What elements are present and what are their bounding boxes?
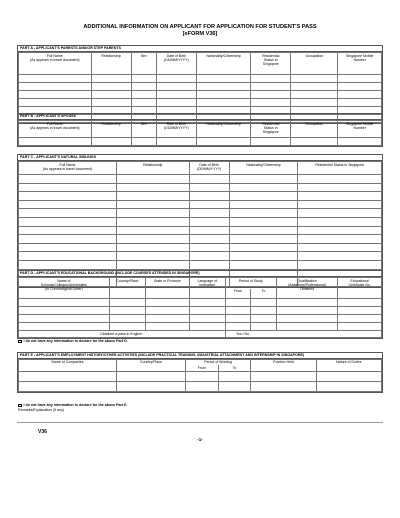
part-a-col-mobile: Singapore Mobile Number [338,53,382,75]
part-c-row[interactable] [19,226,382,235]
part-d-row[interactable] [19,299,382,307]
part-b-table [18,120,382,146]
part-b-col-name: Full Name (As appears in travel document) [19,121,92,138]
part-d-col-period-to: To [251,289,276,299]
part-b-heading: PART B - APPLICANT'S SPOUSE [18,114,382,120]
form-title-line2: [eFORM V36] [182,31,218,37]
part-c-col-relationship: Relationship [117,162,190,175]
part-c-section [17,154,383,288]
form-code: V36 [38,429,47,435]
part-b-col-mobile: Singapore Mobile Number [338,121,382,138]
part-a-row[interactable] [19,91,382,99]
part-a-col-residential: Residential Status in Singapore [251,53,291,75]
part-d-col-country: Country/Place [109,278,145,299]
part-e-col-company: Name of Companies [19,359,117,371]
part-e-col-country: Country/Place [117,359,186,371]
part-d-row[interactable] [19,315,382,323]
part-d-col-period: Period of Study [225,278,276,289]
part-a-col-name: Full Name (As appears in travel document) [19,53,92,75]
part-c-col-nationality: Nationality/Citizenship [229,162,298,175]
part-c-table [18,161,382,287]
part-e-col-duties: Nature of Duties [316,359,381,371]
part-d-col-qualification: Qualification (Academic/Professional) Obtained [276,278,338,299]
part-d-col-language: Language of Instruction [189,278,225,299]
part-c-col-dob: Date of Birth (DD/MM/YYYY) [189,162,229,175]
page-number: -1- [197,437,203,442]
remarks-label: Remarks/Explanation (if any) [18,408,65,412]
part-a-row[interactable] [19,99,382,107]
part-a-col-occupation: Occupation [291,53,338,75]
part-c-col-residential: Residential Status in Singapore [298,162,382,175]
part-d-checkbox-label: I do not have any information to declare for the above Part D. [23,339,128,343]
part-d-col-certificate: Educational Certificate No. [338,278,382,299]
part-c-row[interactable] [19,217,382,226]
part-b-col-occupation: Occupation [291,121,338,138]
part-e-col-position: Position Held [251,359,316,371]
part-d-col-period-from: From [225,289,250,299]
part-c-row[interactable] [19,200,382,209]
part-d-heading: PART D - APPLICANT'S EDUCATIONAL BACKGROUND (INCLUDE COURSES ATTENDED IN SINGAPORE) [18,271,382,277]
part-e-col-period: Period of Working [185,359,250,365]
part-c-row[interactable] [19,175,382,184]
part-c-row[interactable] [19,192,382,201]
part-a-row[interactable] [19,75,382,83]
part-d-col-school: Name of Schools/Colleges/Universities (In Chronological Order) [19,278,110,299]
part-a-heading: PART A - APPLICANT'S PARENTS AND/OR STEP PARENTS [18,46,382,52]
part-e-row[interactable] [19,381,382,391]
part-a-row[interactable] [19,83,382,91]
part-c-row[interactable] [19,183,382,192]
part-c-row[interactable] [19,209,382,218]
part-e-checkbox[interactable] [18,404,22,408]
part-d-checkbox-row[interactable] [18,339,128,344]
part-b-col-relationship: Relationship [91,121,131,138]
remarks-field[interactable] [17,414,383,423]
form-title-line1: ADDITIONAL INFORMATION ON APPLICANT FOR APPLICATION FOR STUDENT'S PASS [83,24,317,30]
part-d-col-state: State or Province [146,278,190,299]
part-a-col-dob: Date of Birth (DD/MM/YYYY) [156,53,196,75]
english-pass-label: Obtained a pass in English : [19,331,226,338]
part-b-col-nationality: Nationality/Citizenship [196,121,250,138]
part-c-row[interactable] [19,243,382,252]
part-e-section [17,352,383,393]
part-c-row[interactable] [19,260,382,269]
part-c-col-name: Full Name (As appears in travel document) [19,162,117,175]
part-c-row[interactable] [19,252,382,261]
part-e-col-period-to: To [218,365,251,371]
part-e-col-period-from: From [185,365,218,371]
part-d-checkbox[interactable] [18,340,22,344]
part-b-col-sex: Sex [131,121,156,138]
part-e-row[interactable] [19,371,382,381]
part-e-heading: PART E - APPLICANT'S EMPLOYMENT HISTORY/OTHER ACTIVITIES (INCLUDE PRACTICAL TRAINING, INDUSTRIAL ATTACHMENT AND INTERNSHIP IN SINGAPORE) [18,353,382,359]
part-e-checkbox-label: I do not have any information to declare for the above Part E. [23,403,128,407]
part-b-col-dob: Date of Birth (DD/MM/YYYY) [156,121,196,138]
part-d-row[interactable] [19,307,382,315]
part-d-row[interactable] [19,323,382,331]
part-b-row[interactable] [19,138,382,146]
part-a-col-nationality: Nationality/Citizenship [196,53,250,75]
part-c-row[interactable] [19,235,382,244]
part-b-col-residential: Residential Status in Singapore [251,121,291,138]
part-a-col-relationship: Relationship [91,53,131,75]
part-e-table [18,359,382,392]
part-a-col-sex: Sex [131,53,156,75]
part-d-section [17,270,383,339]
part-c-heading: PART C - APPLICANT'S NATURAL SIBLINGS [18,155,382,161]
english-pass-value[interactable]: Yes / No [225,331,381,338]
form-title [0,24,400,38]
part-d-table [18,277,382,338]
part-b-section [17,113,383,147]
